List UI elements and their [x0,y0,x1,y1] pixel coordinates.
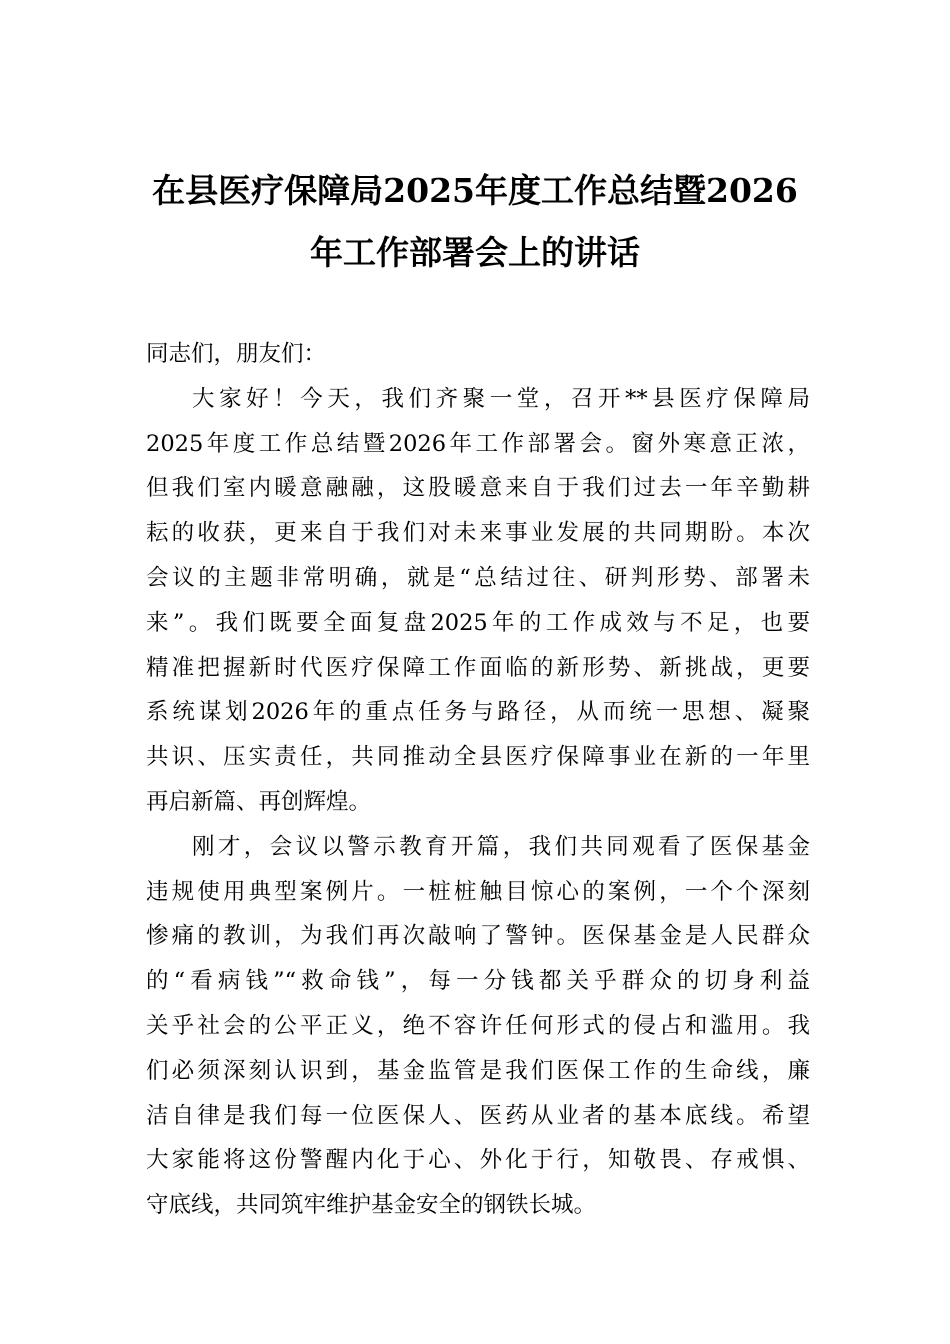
paragraph-line: 大家好！今天，我们齐聚一堂，召开**县医疗保障局 [192,385,810,412]
paragraph-line: 2025年度工作总结暨2026年工作部署会。窗外寒意正浓， [146,430,810,457]
paragraph-2 [146,825,810,1228]
paragraph-1 [146,377,810,825]
paragraph-line: 违规使用典型案例片。一桩桩触目惊心的案例，一个个深刻 [146,878,810,905]
paragraph-line: 惨痛的教训，为我们再次敲响了警钟。医保基金是人民群众 [146,923,810,950]
paragraph-line: 耘的收获，更来自于我们对未来事业发展的共同期盼。本次 [146,520,810,547]
paragraph-line: 精准把握新时代医疗保障工作面临的新形势、新挑战，更要 [146,654,810,681]
paragraph-line: 大家能将这份警醒内化于心、外化于行，知敬畏、存戒惧、 [146,1147,810,1174]
paragraph-line: 刚才，会议以警示教育开篇，我们共同观看了医保基金 [192,833,810,860]
document-title [140,160,810,284]
document-body [146,332,810,1228]
paragraph-line: 们必须深刻认识到，基金监管是我们医保工作的生命线，廉 [146,1057,810,1084]
paragraph-line: 但我们室内暖意融融，这股暖意来自于我们过去一年辛勤耕 [146,475,810,502]
title-line-2: 年工作部署会上的讲话 [310,233,640,272]
paragraph-line: 关乎社会的公平正义，绝不容许任何形式的侵占和滥用。我 [146,1012,810,1039]
paragraph-line: 守底线，共同筑牢维护基金安全的钢铁长城。 [146,1192,597,1219]
paragraph-line: 洁自律是我们每一位医保人、医药从业者的基本底线。希望 [146,1102,810,1129]
paragraph-line: 共识、压实责任，共同推动全县医疗保障事业在新的一年里 [146,744,810,771]
paragraph-line: 来”。我们既要全面复盘2025年的工作成效与不足，也要 [146,609,810,636]
salutation: 同志们，朋友们： [146,341,327,367]
paragraph-line: 的“看病钱”“救命钱”，每一分钱都关乎群众的切身利益 [146,968,810,995]
title-line-1: 在县医疗保障局2025年度工作总结暨2026 [152,171,798,210]
paragraph-line: 系统谋划2026年的重点任务与路径，从而统一思想、凝聚 [146,699,810,726]
paragraph-line: 会议的主题非常明确，就是“总结过往、研判形势、部署未 [146,564,810,591]
paragraph-line: 再启新篇、再创辉煌。 [146,788,372,815]
